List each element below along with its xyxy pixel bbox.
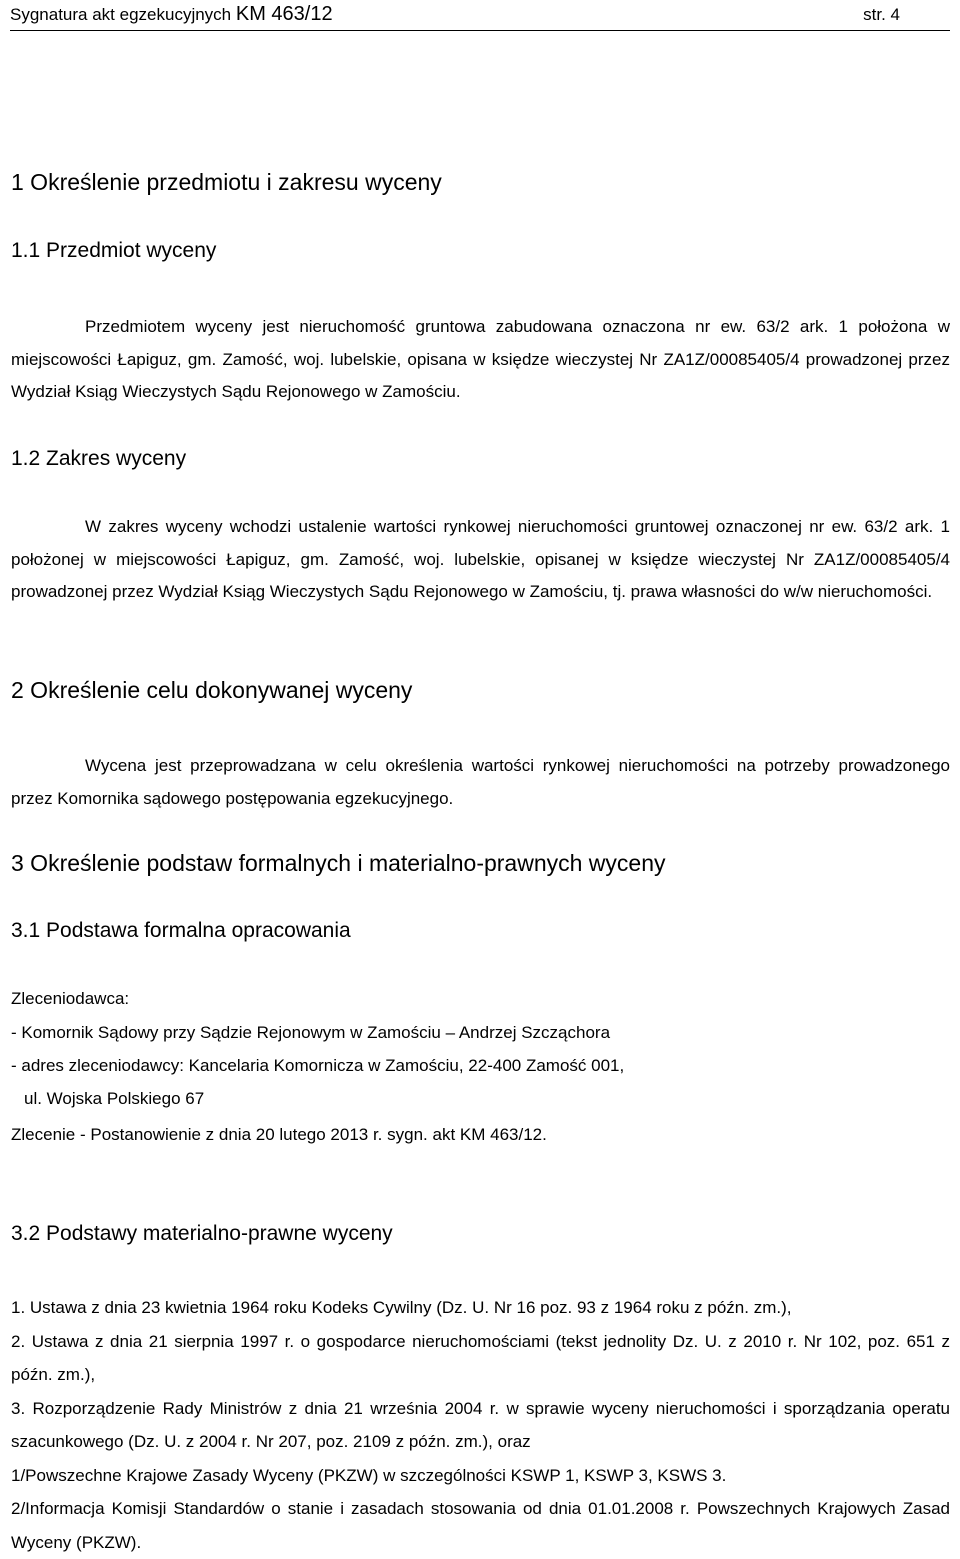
- legal-basis-item: 2. Ustawa z dnia 21 sierpnia 1997 r. o gospodarce nieruchomościami (tekst jednolity Dz. U. z 2010 r. Nr 102, poz. 651 z późn. zm.),: [11, 1331, 950, 1384]
- section-1-1-title: 1.1 Przedmiot wyceny: [11, 239, 217, 262]
- page-header: [10, 0, 950, 31]
- section-1-2-title: 1.2 Zakres wyceny: [11, 447, 187, 470]
- section-1-title: 1 Określenie przedmiotu i zakresu wyceny: [11, 169, 442, 195]
- signature-number: KM 463/12: [235, 3, 333, 25]
- section-2-title: 2 Określenie celu dokonywanej wyceny: [11, 677, 413, 703]
- client-line-1: - Komornik Sądowy przy Sądzie Rejonowym w Zamościu – Andrzej Szcząchora: [11, 1023, 611, 1042]
- section-1-1-text: Przedmiotem wyceny jest nieruchomość gruntowa zabudowana oznaczona nr ew. 63/2 ark. 1 położona w miejscowości Łapiguz, gm. Zamość, woj. lubelskie, opisana w księdze wieczystej Nr ZA1Z/00085405/4 prowadzonej przez Wydział Ksiąg Wieczystych Sądu Rejonowego w Zamościu.: [11, 317, 950, 401]
- page-number: str. 4: [863, 5, 900, 24]
- order-line: Zlecenie - Postanowienie z dnia 20 lutego 2013 r. sygn. akt KM 463/12.: [11, 1125, 547, 1144]
- client-label: Zleceniodawca:: [11, 989, 130, 1008]
- section-1-2-text: W zakres wyceny wchodzi ustalenie wartości rynkowej nieruchomości gruntowej oznaczonej nr ew. 63/2 ark. 1 położonej w miejscowości Łapiguz, gm. Zamość, woj. lubelskie, opisanej w księdze wieczystej Nr ZA1Z/00085405/4 prowadzonej przez Wydział Ksiąg Wieczystych Sądu Rejonowego w Zamościu, tj. prawa własności do w/w nieruchomości.: [11, 517, 950, 601]
- legal-basis-list: [11, 1291, 950, 1559]
- client-line-2: - adres zleceniodawcy: Kancelaria Komornicza w Zamościu, 22-400 Zamość 001,: [11, 1056, 625, 1075]
- legal-basis-item: 1. Ustawa z dnia 23 kwietnia 1964 roku Kodeks Cywilny (Dz. U. Nr 16 poz. 93 z 1964 roku z późn. zm.),: [11, 1298, 792, 1317]
- section-3-1-title: 3.1 Podstawa formalna opracowania: [11, 919, 351, 942]
- section-3-2-title: 3.2 Podstawy materialno-prawne wyceny: [11, 1222, 393, 1245]
- legal-basis-item: 2/Informacja Komisji Standardów o stanie i zasadach stosowania od dnia 01.01.2008 r. Powszechnych Krajowych Zasad Wyceny (PKZW).: [11, 1499, 950, 1552]
- client-line-3: ul. Wojska Polskiego 67: [24, 1089, 205, 1108]
- legal-basis-item: 3. Rozporządzenie Rady Ministrów z dnia 21 września 2004 r. w sprawie wyceny nieruchomości i sporządzania operatu szacunkowego (Dz. U. z 2004 r. Nr 207, poz. 2109 z późn. zm.), oraz: [11, 1398, 950, 1451]
- signature-label: Sygnatura akt egzekucyjnych: [10, 5, 232, 24]
- legal-basis-item: 1/Powszechne Krajowe Zasady Wyceny (PKZW) w szczególności KSWP 1, KSWP 3, KSWS 3.: [11, 1465, 727, 1485]
- section-2-text: Wycena jest przeprowadzana w celu określenia wartości rynkowej nieruchomości na potrzeby prowadzonego przez Komornika sądowego postępowania egzekucyjnego.: [11, 756, 950, 808]
- section-3-title: 3 Określenie podstaw formalnych i materialno-prawnych wyceny: [11, 850, 666, 876]
- case-signature: [10, 3, 333, 26]
